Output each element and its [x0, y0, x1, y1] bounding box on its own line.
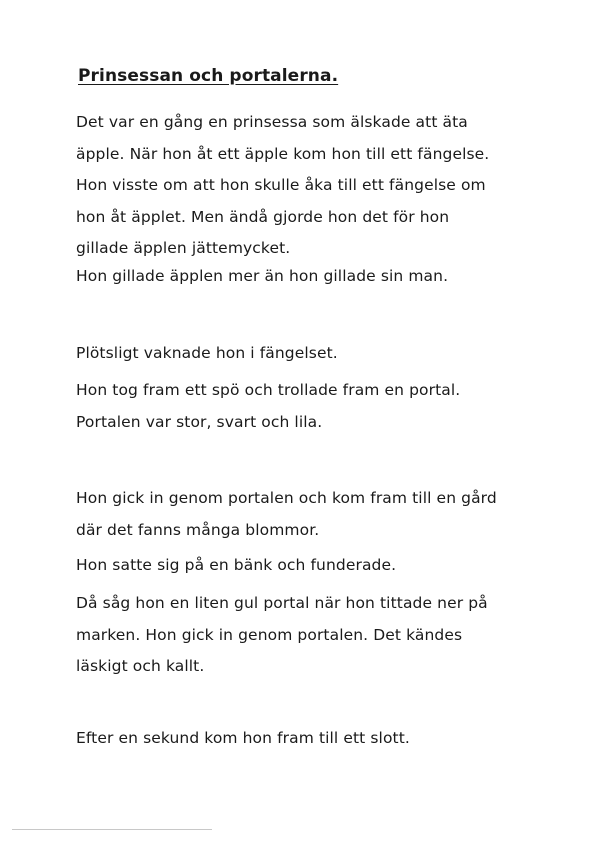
paragraph-line: Hon visste om att hon skulle åka till ett fängelse om [76, 176, 486, 194]
paragraph-5 [76, 483, 546, 546]
paragraph-line: Plötsligt vaknade hon i fängelset. [76, 344, 338, 362]
paragraph-8 [76, 723, 546, 755]
paragraph-line: Hon gick in genom portalen och kom fram till en gård [76, 489, 497, 507]
paragraph-7 [76, 588, 546, 683]
paragraph-line: Hon gillade äpplen mer än hon gillade sin man. [76, 267, 449, 285]
paragraph-3 [76, 338, 546, 370]
paragraph-line: hon åt äpplet. Men ändå gjorde hon det för hon [76, 207, 450, 226]
paragraph-1 [76, 107, 546, 265]
paragraph-line: gillade äpplen jättemycket. [76, 239, 291, 257]
paragraph-line: Hon tog fram ett spö och trollade fram en portal. [76, 381, 461, 399]
paragraph-6 [76, 550, 546, 582]
paragraph-line: marken. Hon gick in genom portalen. Det kändes [76, 625, 463, 644]
paragraph-line: Hon satte sig på en bänk och funderade. [76, 556, 397, 574]
story-title: Prinsessan och portalerna. [78, 66, 339, 86]
paragraph-line: Efter en sekund kom hon fram till ett slott. [76, 729, 410, 747]
paragraph-line: där det fanns många blommor. [76, 520, 320, 539]
paragraph-2 [76, 261, 546, 293]
paragraph-line: Portalen var stor, svart och lila. [76, 412, 323, 431]
paragraph-line: Det var en gång en prinsessa som älskade att äta [76, 113, 468, 131]
scan-artifact-line [12, 829, 212, 830]
paragraph-line: läskigt och kallt. [76, 657, 205, 675]
paragraph-line: äpple. När hon åt ett äpple kom hon till ett fängelse. [76, 144, 490, 163]
paragraph-4 [76, 375, 546, 438]
paragraph-line: Då såg hon en liten gul portal när hon tittade ner på [76, 594, 488, 612]
